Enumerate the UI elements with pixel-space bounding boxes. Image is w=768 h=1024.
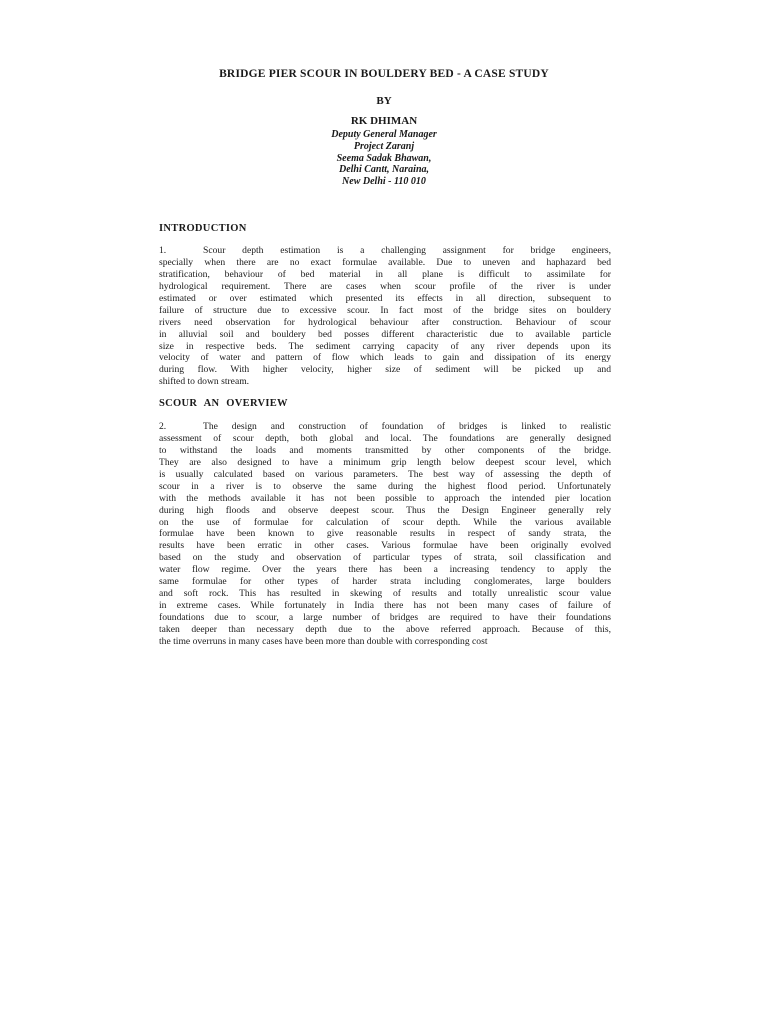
section-heading-scour-overview: SCOUR AN OVERVIEW xyxy=(159,398,288,409)
affiliation-line: Deputy General Manager xyxy=(331,129,437,140)
paragraph-scour-overview xyxy=(159,421,611,648)
author-affiliation xyxy=(0,129,768,188)
paragraph-line: based on the study and observation of particular types of strata, soil classification and xyxy=(159,552,611,564)
paragraph-line: during high floods and observe deepest scour. Thus the Design Engineer generally rely xyxy=(159,504,611,516)
paragraph-line: in alluvial soil and bouldery bed posses different characteristic due to available particle xyxy=(159,328,611,340)
paragraph-line: formulae have been known to give reasonable results in respect of sandy strata, the xyxy=(159,528,611,540)
paragraph-line: scour in a river is to observe the same during the highest flood period. Unfortunately xyxy=(159,480,611,492)
paragraph-line: and soft rock. This has resulted in skewing of results and totally unrealistic scour value xyxy=(159,588,611,600)
paragraph-line: failure of structure due to excessive scour. In fact most of the bridge sites on bouldery xyxy=(159,304,611,316)
document-title: BRIDGE PIER SCOUR IN BOULDERY BED - A CASE STUDY xyxy=(219,68,549,80)
affiliation-line: Seema Sadak Bhawan, xyxy=(336,152,432,164)
paragraph-line xyxy=(159,421,611,433)
paragraph-introduction xyxy=(159,245,611,388)
paragraph-line: hydrological requirement. There are cases when scour profile of the river is under xyxy=(159,280,611,292)
paragraph-line: assessment of scour depth, both global and local. The foundations are generally designed xyxy=(159,432,611,444)
paragraph-line: specially when there are no exact formulae available. Due to uneven and haphazard bed xyxy=(159,256,611,268)
paragraph-line: shifted to down stream. xyxy=(159,376,250,388)
paragraph-line: on the use of formulae for calculation of scour depth. While the various available xyxy=(159,516,611,528)
paragraph-line: They are also designed to have a minimum grip length below deepest scour level, which xyxy=(159,456,611,468)
paragraph-line: water flow regime. Over the years there has been a increasing tendency to apply the xyxy=(159,564,611,576)
paragraph-line: is usually calculated based on various parameters. The best way of assessing the depth of xyxy=(159,468,611,480)
paragraph-line: stratification, behaviour of bed material in all plane is difficult to assimilate for xyxy=(159,268,611,280)
affiliation-line: Project Zaranj xyxy=(353,140,415,152)
paragraph-line: during flow. With higher velocity, higher size of sediment will be picked up and xyxy=(159,364,611,376)
paragraph-number: 2. xyxy=(159,421,167,432)
paragraph-line: results have been erratic in other cases. Various formulae have been originally evolved xyxy=(159,540,611,552)
paragraph-line xyxy=(159,245,611,257)
paragraph-line: the time overruns in many cases have been more than double with corresponding cost xyxy=(159,635,488,647)
paragraph-line: taken deeper than necessary depth due to the above referred approach. Because of this, xyxy=(159,623,611,635)
paragraph-text: Scour depth estimation is a challenging assignment for bridge engineers, xyxy=(203,245,611,256)
byline: BY xyxy=(376,95,392,107)
section-heading-introduction: INTRODUCTION xyxy=(159,223,247,234)
author-name: RK DHIMAN xyxy=(350,115,418,127)
affiliation-line: New Delhi - 110 010 xyxy=(342,176,426,188)
paragraph-number: 1. xyxy=(159,245,167,256)
paragraph-line: size in respective beds. The sediment carrying capacity of any river depends upon its xyxy=(159,340,611,352)
paragraph-text: The design and construction of foundation of bridges is linked to realistic xyxy=(203,421,611,432)
paragraph-line: foundations due to scour, a large number of bridges are required to have their foundations xyxy=(159,612,611,623)
affiliation-line: Delhi Cantt, Naraina, xyxy=(338,164,430,176)
paragraph-line: in extreme cases. While fortunately in India there has not been many cases of failure of xyxy=(159,600,611,612)
paragraph-line: velocity of water and pattern of flow which leads to gain and dissipation of its energy xyxy=(159,352,611,364)
paragraph-line: same formulae for other types of harder strata including conglomerates, large boulders xyxy=(159,576,611,588)
paragraph-line: with the methods available it has not been possible to approach the intended pier location xyxy=(159,492,611,504)
paragraph-line: estimated or over estimated which presented its effects in all direction, subsequent to xyxy=(159,292,611,304)
paragraph-line: to withstand the loads and moments transmitted by other components of the bridge. xyxy=(159,444,611,456)
paragraph-line: rivers need observation for hydrological behaviour after construction. Behaviour of scour xyxy=(159,316,611,328)
